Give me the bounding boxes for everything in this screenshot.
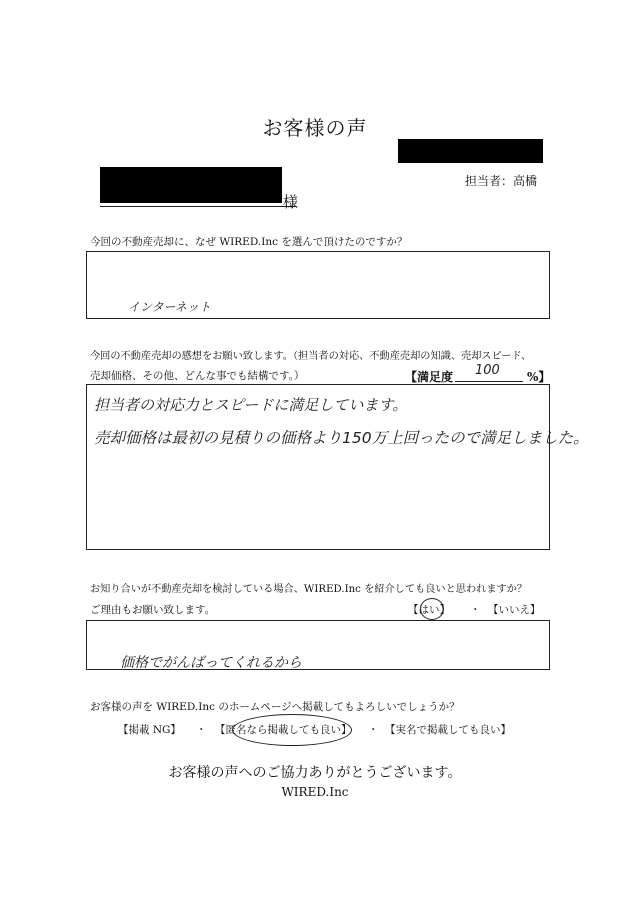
q3-question-line2: ご理由もお願い致します。	[90, 604, 216, 616]
page-title: お客様の声	[262, 116, 368, 140]
option-publish-named: 【実名で掲載しても良い】	[385, 724, 511, 736]
option-yes: 【はい】	[408, 604, 450, 616]
satisfaction-value: 100	[475, 363, 500, 378]
selected-yes-circle	[420, 598, 444, 620]
q4-question: お客様の声を WIRED.Inc のホームページへ掲載してもよろしいでしょうか？	[90, 701, 460, 713]
customer-name-underline	[100, 206, 296, 207]
staff-name: 担当者：高橋	[465, 174, 538, 188]
yes-no-separator: ・	[470, 604, 481, 616]
redaction-bar-customer-name	[100, 167, 282, 203]
q2-answer-line1: 担当者の対応力とスピードに満足しています。	[94, 396, 408, 414]
option-publish-ng: 【掲載 NG】	[118, 724, 181, 736]
publish-separator-2: ・	[368, 724, 379, 736]
satisfaction-underline	[455, 381, 523, 382]
q3-question-line1: お知り合いが不動産売却を検討している場合、WIRED.Inc を紹介しても良いと思われますか？	[90, 584, 528, 595]
satisfaction-unit: %】	[527, 370, 551, 384]
q2-question-line1: 今回の不動産売却の感想をお願い致します。（担当者の対応、不動産売却の知識、売却スピード、	[90, 351, 532, 362]
q3-answer-handwriting: 価格でがんばってくれるから	[120, 655, 302, 671]
q2-answer-line2: 売却価格は最初の見積りの価格より150万上回ったので満足しました。	[94, 429, 589, 447]
customer-honorific: 様	[283, 193, 299, 211]
q1-answer-handwriting: インターネット	[128, 300, 211, 314]
selected-anonymous-circle	[232, 714, 352, 746]
option-no: 【いいえ】	[488, 604, 541, 616]
satisfaction-label: 【満足度	[405, 370, 454, 384]
q1-question: 今回の不動産売却に、なぜ WIRED.Inc を選んで頂けたのですか？	[90, 236, 408, 248]
thank-you-message: お客様の声へのご協力ありがとうございます。	[168, 765, 462, 781]
redaction-bar-date	[398, 139, 543, 163]
option-publish-anonymous: 【匿名なら掲載しても良い】	[215, 724, 352, 736]
company-name: WIRED.Inc	[281, 785, 349, 799]
q2-question-line2: 売却価格、その他、どんな事でも結構です。）	[90, 370, 305, 382]
publish-separator-1: ・	[196, 724, 207, 736]
